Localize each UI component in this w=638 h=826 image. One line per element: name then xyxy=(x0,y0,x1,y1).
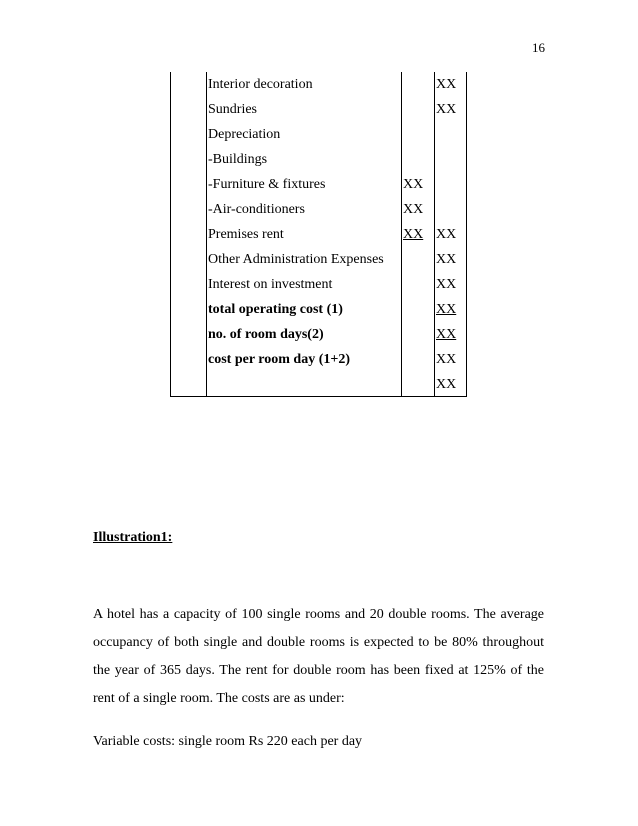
row-label: -Furniture & fixtures xyxy=(208,177,326,192)
table-row xyxy=(170,222,467,247)
row-value-col1: XX xyxy=(403,202,424,217)
row-value-col2: XX xyxy=(436,102,457,117)
table-row xyxy=(170,297,467,322)
row-value-col1: XX xyxy=(403,227,424,242)
row-value-col2: XX xyxy=(436,227,457,242)
row-value-col2: XX xyxy=(436,277,457,292)
row-value-col2: XX xyxy=(436,352,457,367)
table-row xyxy=(170,272,467,297)
table-row xyxy=(170,147,467,172)
table-row xyxy=(170,247,467,272)
illustration-heading: Illustration1: xyxy=(93,530,173,545)
table-row xyxy=(170,97,467,122)
row-value-col2: XX xyxy=(436,302,457,317)
row-label: Premises rent xyxy=(208,227,284,242)
table-row xyxy=(170,172,467,197)
illustration-paragraph: A hotel has a capacity of 100 single rooms and 20 double rooms. The average occupancy of both single and double rooms is expected to be 80% throughout the year of 365 days. The rent for double room has been fixed at 125% of the rent of a single room. The costs are as under: xyxy=(93,607,544,706)
cost-table xyxy=(170,72,467,397)
row-label: Interior decoration xyxy=(208,77,313,92)
row-label: no. of room days(2) xyxy=(208,327,324,342)
table-row xyxy=(170,322,467,347)
variable-costs-line: Variable costs: single room Rs 220 each per day xyxy=(93,734,363,749)
row-value-col2: XX xyxy=(436,252,457,267)
row-label: Depreciation xyxy=(208,127,281,142)
row-label: -Air-conditioners xyxy=(208,202,305,217)
table-row xyxy=(170,372,467,397)
row-label: Sundries xyxy=(208,102,257,117)
table-row xyxy=(170,197,467,222)
row-value-col2: XX xyxy=(436,327,457,342)
table-row xyxy=(170,122,467,147)
row-label: Interest on investment xyxy=(208,277,333,292)
row-value-col1: XX xyxy=(403,177,424,192)
row-label: total operating cost (1) xyxy=(208,302,343,317)
row-value-col2: XX xyxy=(436,77,457,92)
table-row xyxy=(170,72,467,97)
table-row xyxy=(170,347,467,372)
page-number: 16 xyxy=(532,40,545,55)
row-label: cost per room day (1+2) xyxy=(208,352,350,367)
row-label: -Buildings xyxy=(208,152,268,167)
row-value-col2: XX xyxy=(436,377,457,392)
row-label: Other Administration Expenses xyxy=(208,252,384,267)
